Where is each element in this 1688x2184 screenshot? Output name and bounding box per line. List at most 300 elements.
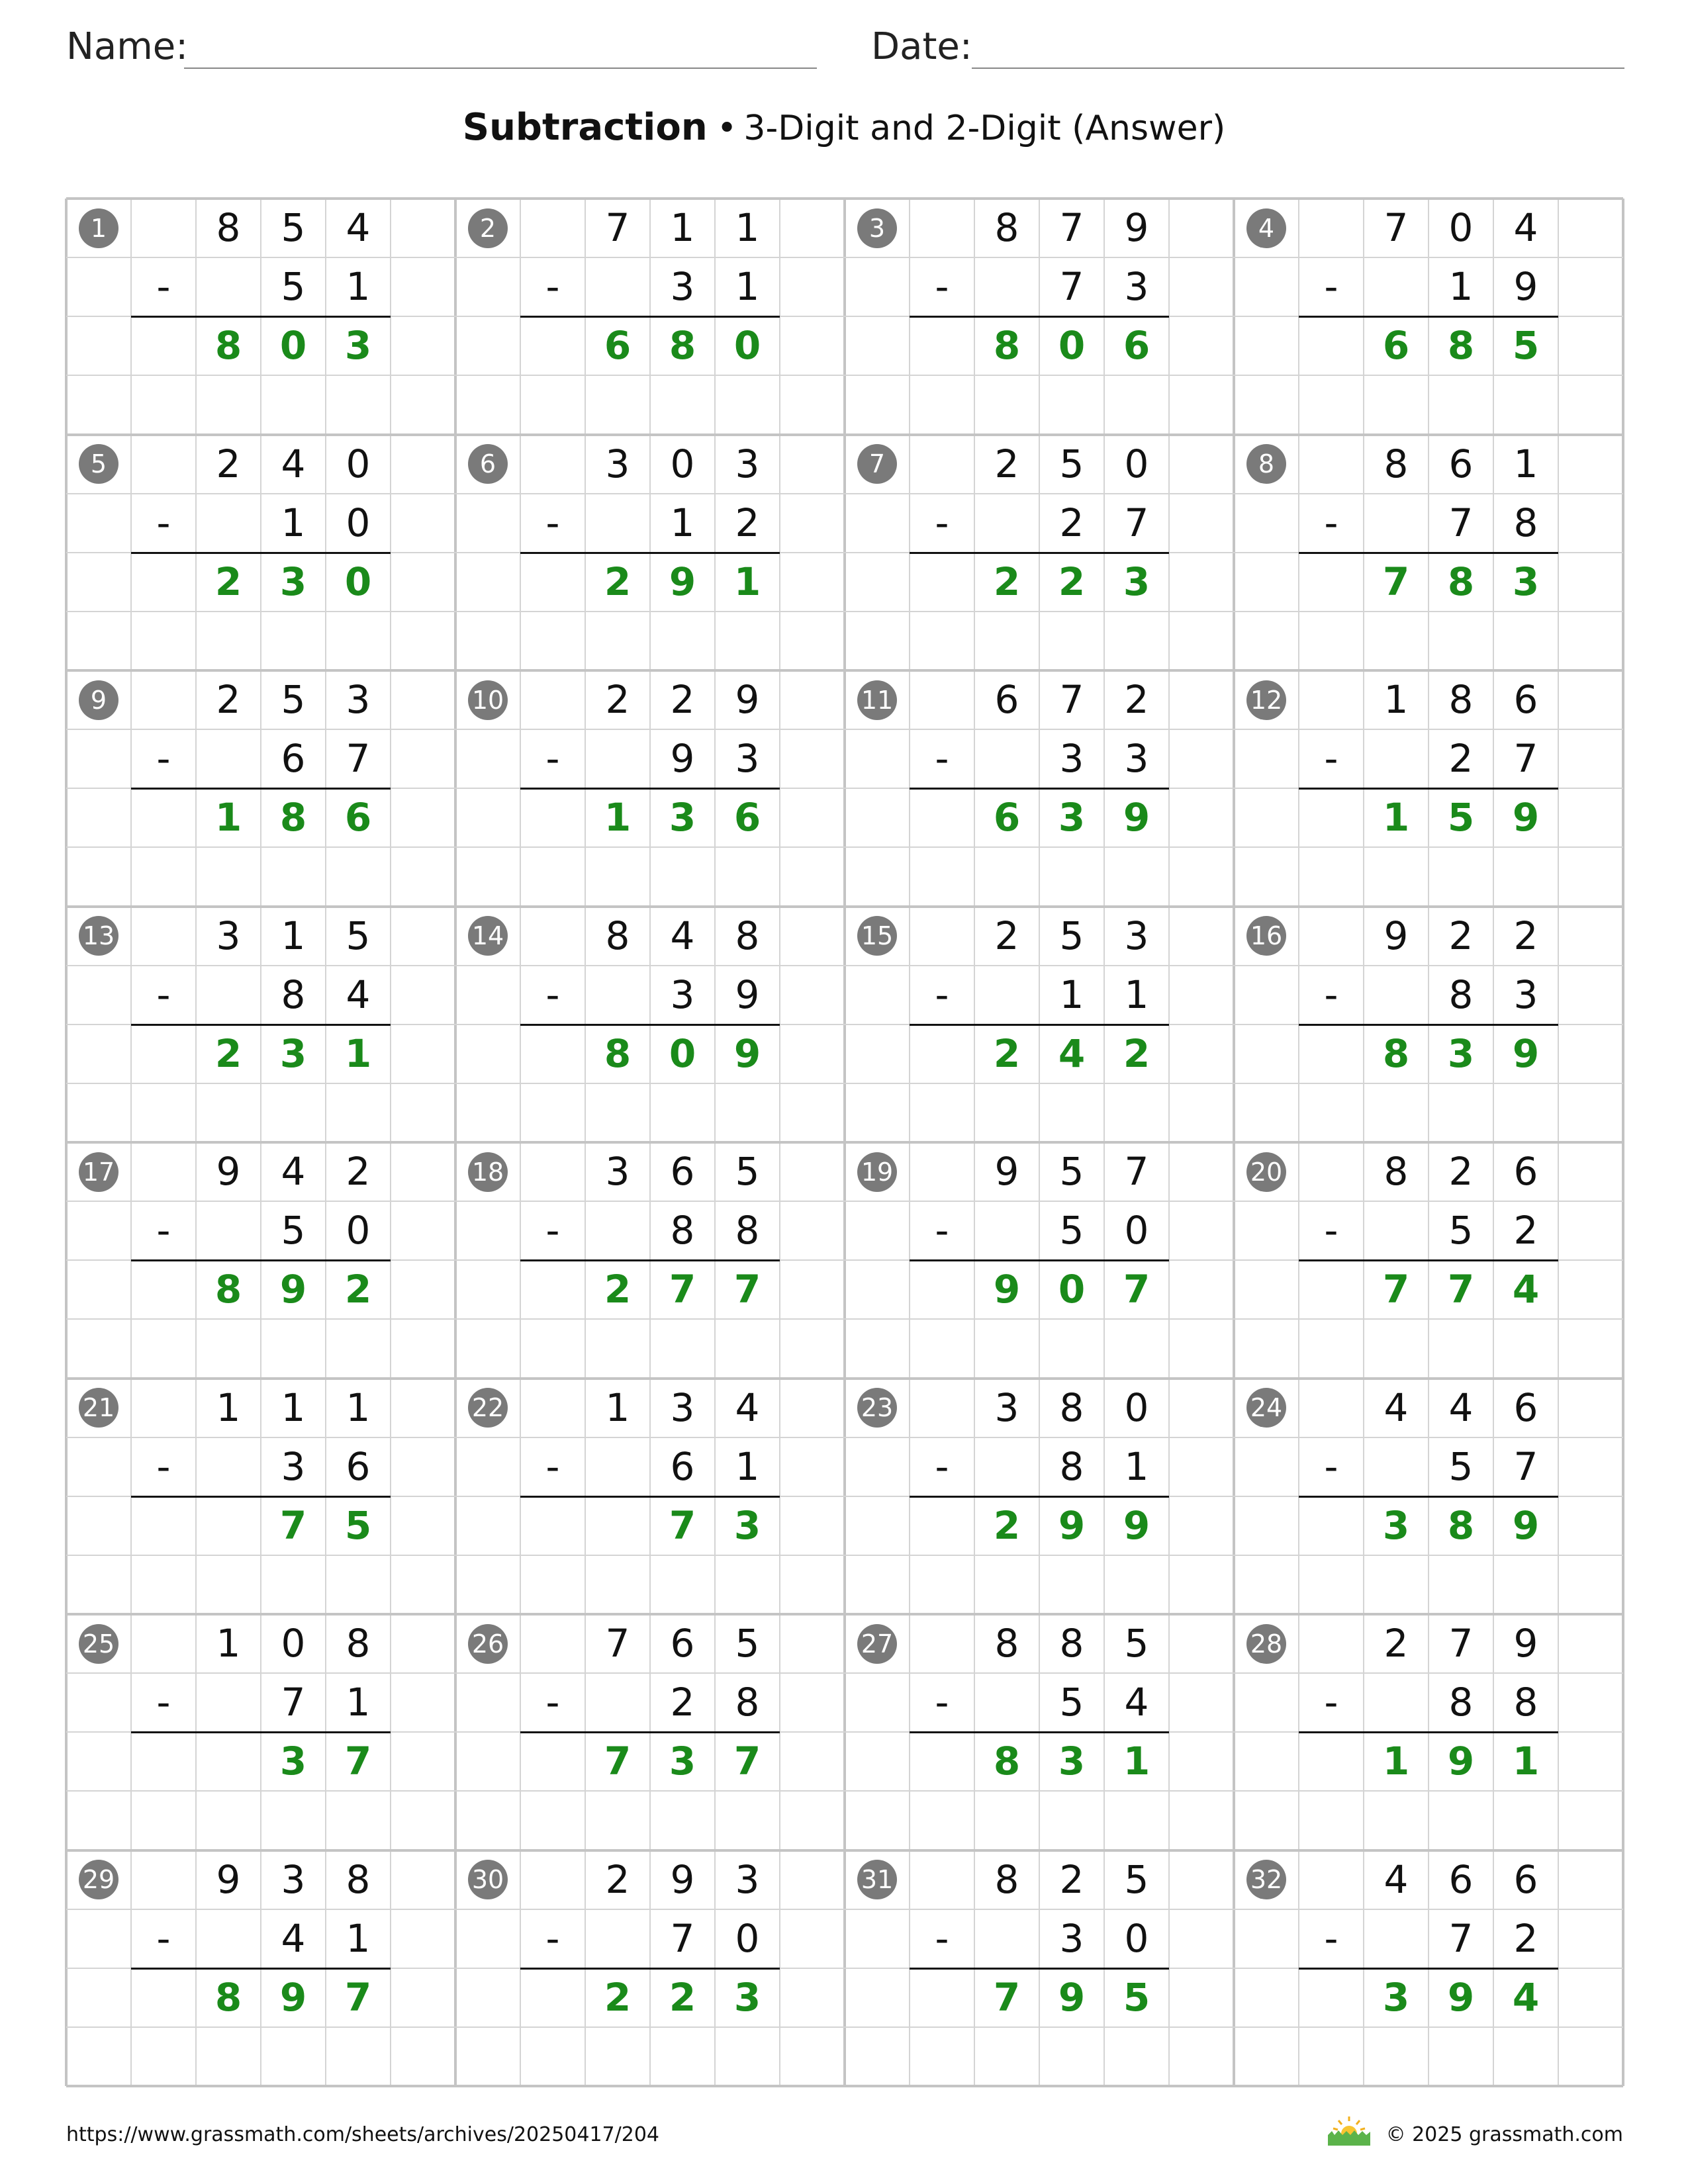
problem-number-badge: 18: [468, 1152, 508, 1192]
minus-sign: -: [156, 1443, 171, 1489]
answer-digit: 9: [1512, 1502, 1540, 1548]
answer-digit: 9: [1123, 1502, 1150, 1548]
problem-number-badge: 10: [468, 680, 508, 720]
answer-digit: 3: [669, 1739, 696, 1784]
minuend-digit: 4: [1383, 1856, 1409, 1902]
minuend-digit: 8: [605, 913, 630, 958]
subtrahend-digit: 7: [1448, 1915, 1474, 1961]
minuend-digit: 4: [1383, 1385, 1409, 1430]
subtrahend-digit: 1: [1448, 264, 1474, 310]
subtrahend-digit: 1: [346, 1680, 371, 1725]
minuend-digit: 5: [1059, 913, 1084, 958]
subtrahend-digit: 8: [1448, 1680, 1474, 1725]
minus-sign: -: [545, 736, 560, 782]
name-label: Name:: [66, 25, 189, 68]
minuend-digit: 2: [670, 677, 695, 722]
problem-block: [455, 1379, 845, 1615]
answer-rule: [520, 1968, 780, 1970]
minuend-digit: 1: [1383, 677, 1409, 722]
subtrahend-digit: 4: [1124, 1680, 1149, 1725]
problem-block: [455, 907, 845, 1143]
answer-rule: [1299, 1024, 1558, 1026]
subtrahend-digit: 7: [281, 1680, 306, 1725]
answer-digit: 0: [669, 1030, 696, 1076]
answer-rule: [520, 1731, 780, 1733]
answer-rule: [520, 1259, 780, 1261]
subtrahend-digit: 5: [1059, 1680, 1084, 1725]
minuend-digit: 8: [994, 1856, 1019, 1902]
answer-digit: 1: [214, 795, 242, 841]
answer-digit: 7: [1382, 1267, 1410, 1312]
problem-number-badge: 7: [857, 444, 897, 484]
problem-block: [845, 1850, 1234, 2087]
problem-number-badge: 17: [79, 1152, 118, 1192]
subtrahend-digit: 0: [346, 500, 371, 545]
minuend-digit: 3: [735, 441, 760, 486]
answer-digit: 9: [993, 1267, 1021, 1312]
answer-digit: 6: [733, 795, 761, 841]
minus-sign: -: [545, 1443, 560, 1489]
minuend-digit: 8: [346, 1621, 371, 1666]
minuend-digit: 6: [1448, 441, 1474, 486]
subtrahend-digit: 2: [670, 1680, 695, 1725]
minuend-digit: 1: [1513, 441, 1538, 486]
answer-rule: [910, 788, 1169, 790]
minuend-digit: 2: [994, 913, 1019, 958]
answer-rule: [1299, 552, 1558, 554]
answer-digit: 8: [1447, 559, 1475, 604]
answer-digit: 2: [993, 559, 1021, 604]
subtrahend-digit: 1: [346, 1915, 371, 1961]
problem-number-badge: 21: [79, 1388, 118, 1428]
subtrahend-digit: 2: [1513, 1208, 1538, 1253]
answer-digit: 2: [993, 1030, 1021, 1076]
subtrahend-digit: 1: [1059, 972, 1084, 1017]
answer-digit: 0: [344, 559, 372, 604]
minuend-digit: 5: [346, 913, 371, 958]
name-line[interactable]: [184, 68, 817, 69]
answer-rule: [1299, 1259, 1558, 1261]
answer-digit: 9: [669, 559, 696, 604]
minus-sign: -: [545, 264, 560, 310]
subtrahend-digit: 5: [1448, 1208, 1474, 1253]
minuend-digit: 9: [994, 1149, 1019, 1194]
answer-digit: 1: [1382, 1739, 1410, 1784]
subtrahend-digit: 5: [281, 1208, 306, 1253]
problem-block: [66, 1379, 455, 1615]
minuend-digit: 4: [735, 1385, 760, 1430]
problem-block: [66, 670, 455, 907]
minuend-digit: 2: [1383, 1621, 1409, 1666]
minuend-digit: 9: [1124, 205, 1149, 250]
problem-number-badge: 26: [468, 1624, 508, 1664]
minuend-digit: 7: [1124, 1149, 1149, 1194]
answer-digit: 3: [733, 1502, 761, 1548]
problem-block: [1234, 1614, 1623, 1850]
answer-digit: 2: [604, 559, 632, 604]
minus-sign: -: [1324, 736, 1338, 782]
answer-digit: 8: [1382, 1030, 1410, 1076]
answer-digit: 6: [1123, 323, 1150, 369]
subtrahend-digit: 1: [1124, 972, 1149, 1017]
subtrahend-digit: 3: [670, 264, 695, 310]
problem-number-badge: 4: [1246, 208, 1286, 248]
subtrahend-digit: 6: [346, 1443, 371, 1489]
problem-block: [845, 199, 1234, 435]
subtrahend-digit: 8: [1059, 1443, 1084, 1489]
answer-digit: 2: [604, 1974, 632, 2020]
problem-block: [66, 1614, 455, 1850]
problem-number-badge: 27: [857, 1624, 897, 1664]
answer-digit: 8: [604, 1030, 632, 1076]
answer-digit: 7: [1123, 1267, 1150, 1312]
date-label: Date:: [871, 25, 972, 68]
subtrahend-digit: 7: [1448, 500, 1474, 545]
minus-sign: -: [935, 736, 949, 782]
answer-rule: [910, 1496, 1169, 1498]
problem-number-badge: 16: [1246, 916, 1286, 956]
problem-block: [845, 1142, 1234, 1379]
problem-block: [455, 199, 845, 435]
answer-digit: 1: [344, 1030, 372, 1076]
minuend-digit: 8: [1059, 1621, 1084, 1666]
minuend-digit: 0: [1124, 441, 1149, 486]
problem-number-badge: 13: [79, 916, 118, 956]
minus-sign: -: [1324, 264, 1338, 310]
subtrahend-digit: 8: [1513, 1680, 1538, 1725]
problem-number-badge: 11: [857, 680, 897, 720]
minuend-digit: 2: [346, 1149, 371, 1194]
answer-rule: [910, 1968, 1169, 1970]
answer-digit: 3: [1382, 1502, 1410, 1548]
problem-block: [455, 1850, 845, 2087]
minuend-digit: 7: [1383, 205, 1409, 250]
problem-number-badge: 1: [79, 208, 118, 248]
problem-block: [1234, 435, 1623, 671]
answer-digit: 9: [1512, 1030, 1540, 1076]
subtrahend-digit: 1: [281, 500, 306, 545]
minuend-digit: 2: [1513, 913, 1538, 958]
subtrahend-digit: 3: [281, 1443, 306, 1489]
minuend-digit: 6: [1513, 1385, 1538, 1430]
minuend-digit: 0: [281, 1621, 306, 1666]
answer-digit: 1: [733, 559, 761, 604]
answer-digit: 3: [733, 1974, 761, 2020]
problem-number-badge: 32: [1246, 1860, 1286, 1899]
answer-rule: [1299, 788, 1558, 790]
minuend-digit: 2: [1448, 1149, 1474, 1194]
subtrahend-digit: 3: [670, 972, 695, 1017]
minus-sign: -: [545, 1208, 560, 1253]
subtrahend-digit: 7: [1513, 1443, 1538, 1489]
answer-digit: 7: [279, 1502, 307, 1548]
minus-sign: -: [156, 972, 171, 1017]
minuend-digit: 8: [1383, 441, 1409, 486]
answer-digit: 8: [993, 1739, 1021, 1784]
date-line[interactable]: [972, 68, 1624, 69]
minuend-digit: 9: [216, 1149, 241, 1194]
subtrahend-digit: 1: [670, 500, 695, 545]
problem-block: [1234, 1379, 1623, 1615]
answer-rule: [910, 316, 1169, 318]
minuend-digit: 0: [1448, 205, 1474, 250]
subtrahend-digit: 8: [281, 972, 306, 1017]
problem-number-badge: 23: [857, 1388, 897, 1428]
minus-sign: -: [545, 1680, 560, 1725]
minus-sign: -: [935, 972, 949, 1017]
answer-digit: 7: [993, 1974, 1021, 2020]
minuend-digit: 4: [281, 441, 306, 486]
answer-digit: 8: [1447, 323, 1475, 369]
minuend-digit: 6: [670, 1621, 695, 1666]
answer-digit: 9: [1447, 1974, 1475, 2020]
problem-number-badge: 9: [79, 680, 118, 720]
answer-digit: 2: [344, 1267, 372, 1312]
minuend-digit: 2: [994, 441, 1019, 486]
problem-block: [455, 1614, 845, 1850]
answer-digit: 4: [1058, 1030, 1086, 1076]
answer-digit: 8: [214, 323, 242, 369]
minus-sign: -: [545, 972, 560, 1017]
subtrahend-digit: 7: [1124, 500, 1149, 545]
minuend-digit: 7: [605, 205, 630, 250]
answer-rule: [910, 1731, 1169, 1733]
minuend-digit: 3: [216, 913, 241, 958]
answer-rule: [520, 316, 780, 318]
problem-block: [66, 907, 455, 1143]
minuend-digit: 6: [670, 1149, 695, 1194]
subtrahend-digit: 4: [281, 1915, 306, 1961]
minuend-digit: 6: [1513, 1149, 1538, 1194]
title-sub: 3-Digit and 2-Digit (Answer): [743, 109, 1226, 148]
subtrahend-digit: 0: [346, 1208, 371, 1253]
problem-block: [66, 1850, 455, 2087]
answer-digit: 8: [214, 1267, 242, 1312]
minuend-digit: 1: [605, 1385, 630, 1430]
minuend-digit: 4: [1513, 205, 1538, 250]
answer-digit: 6: [604, 323, 632, 369]
minus-sign: -: [156, 264, 171, 310]
answer-digit: 3: [1447, 1030, 1475, 1076]
minus-sign: -: [935, 1680, 949, 1725]
answer-rule: [910, 552, 1169, 554]
answer-digit: 4: [1512, 1974, 1540, 2020]
problem-number-badge: 19: [857, 1152, 897, 1192]
minuend-digit: 9: [670, 1856, 695, 1902]
minuend-digit: 5: [281, 677, 306, 722]
answer-digit: 4: [1512, 1267, 1540, 1312]
problem-number-badge: 15: [857, 916, 897, 956]
minus-sign: -: [156, 1915, 171, 1961]
answer-digit: 7: [733, 1739, 761, 1784]
answer-digit: 9: [1058, 1974, 1086, 2020]
minuend-digit: 0: [670, 441, 695, 486]
minus-sign: -: [156, 1680, 171, 1725]
subtrahend-digit: 1: [1124, 1443, 1149, 1489]
answer-digit: 5: [1447, 795, 1475, 841]
subtrahend-digit: 9: [735, 972, 760, 1017]
subtrahend-digit: 0: [735, 1915, 760, 1961]
problem-block: [845, 670, 1234, 907]
minus-sign: -: [1324, 1680, 1338, 1725]
problem-number-badge: 6: [468, 444, 508, 484]
subtrahend-digit: 8: [735, 1208, 760, 1253]
minuend-digit: 9: [216, 1856, 241, 1902]
answer-rule: [131, 552, 391, 554]
answer-digit: 3: [344, 323, 372, 369]
answer-rule: [131, 788, 391, 790]
problem-block: [845, 1614, 1234, 1850]
problem-block: [455, 670, 845, 907]
footer-url[interactable]: https://www.grassmath.com/sheets/archives/20250417/204: [66, 2123, 660, 2146]
minuend-digit: 8: [994, 1621, 1019, 1666]
answer-digit: 9: [1447, 1739, 1475, 1784]
minuend-digit: 7: [1059, 677, 1084, 722]
title-bullet: •: [716, 109, 737, 148]
answer-digit: 9: [279, 1974, 307, 2020]
answer-digit: 3: [279, 559, 307, 604]
minuend-digit: 3: [605, 441, 630, 486]
problem-block: [66, 199, 455, 435]
subtrahend-digit: 1: [735, 1443, 760, 1489]
subtrahend-digit: 2: [1448, 736, 1474, 782]
answer-digit: 9: [279, 1267, 307, 1312]
answer-digit: 1: [604, 795, 632, 841]
subtrahend-digit: 2: [1059, 500, 1084, 545]
minuend-digit: 3: [605, 1149, 630, 1194]
page-title: [0, 106, 1688, 149]
answer-digit: 7: [344, 1974, 372, 2020]
minuend-digit: 8: [1448, 677, 1474, 722]
answer-digit: 5: [1512, 323, 1540, 369]
subtrahend-digit: 1: [346, 264, 371, 310]
minuend-digit: 7: [1448, 1621, 1474, 1666]
minuend-digit: 8: [735, 913, 760, 958]
answer-rule: [1299, 1968, 1558, 1970]
subtrahend-digit: 3: [1124, 736, 1149, 782]
minus-sign: -: [545, 500, 560, 545]
subtrahend-digit: 3: [1513, 972, 1538, 1017]
minus-sign: -: [1324, 1443, 1338, 1489]
subtrahend-digit: 6: [281, 736, 306, 782]
minuend-digit: 5: [1124, 1621, 1149, 1666]
answer-digit: 8: [279, 795, 307, 841]
minuend-digit: 5: [735, 1621, 760, 1666]
minuend-digit: 1: [216, 1621, 241, 1666]
answer-digit: 2: [993, 1502, 1021, 1548]
problem-block: [845, 1379, 1234, 1615]
minuend-digit: 8: [1383, 1149, 1409, 1194]
answer-digit: 0: [279, 323, 307, 369]
problem-number-badge: 25: [79, 1624, 118, 1664]
minus-sign: -: [935, 1208, 949, 1253]
answer-rule: [131, 1259, 391, 1261]
subtrahend-digit: 9: [1513, 264, 1538, 310]
subtrahend-digit: 0: [1124, 1208, 1149, 1253]
answer-rule: [131, 1496, 391, 1498]
answer-digit: 6: [344, 795, 372, 841]
minus-sign: -: [935, 1443, 949, 1489]
subtrahend-digit: 6: [670, 1443, 695, 1489]
answer-digit: 6: [1382, 323, 1410, 369]
minuend-digit: 0: [346, 441, 371, 486]
subtrahend-digit: 2: [735, 500, 760, 545]
answer-rule: [1299, 316, 1558, 318]
problem-number-badge: 30: [468, 1860, 508, 1899]
subtrahend-digit: 5: [1059, 1208, 1084, 1253]
minus-sign: -: [156, 500, 171, 545]
minus-sign: -: [156, 736, 171, 782]
minuend-digit: 3: [994, 1385, 1019, 1430]
answer-digit: 7: [344, 1739, 372, 1784]
minuend-digit: 6: [1448, 1856, 1474, 1902]
problem-block: [845, 907, 1234, 1143]
answer-digit: 8: [1447, 1502, 1475, 1548]
minus-sign: -: [1324, 1208, 1338, 1253]
problem-block: [1234, 1850, 1623, 2087]
minuend-digit: 6: [1513, 677, 1538, 722]
subtrahend-digit: 1: [735, 264, 760, 310]
answer-digit: 9: [733, 1030, 761, 1076]
minuend-digit: 3: [735, 1856, 760, 1902]
answer-digit: 3: [1512, 559, 1540, 604]
problem-number-badge: 2: [468, 208, 508, 248]
minuend-digit: 5: [735, 1149, 760, 1194]
subtrahend-digit: 3: [735, 736, 760, 782]
problem-block: [66, 1142, 455, 1379]
sun-over-grass-icon: [1325, 2115, 1373, 2147]
answer-rule: [131, 1968, 391, 1970]
title-main: Subtraction: [462, 106, 708, 149]
problem-block: [845, 435, 1234, 671]
minus-sign: -: [545, 1915, 560, 1961]
minuend-digit: 4: [670, 913, 695, 958]
problem-number-badge: 8: [1246, 444, 1286, 484]
answer-digit: 9: [1123, 795, 1150, 841]
answer-rule: [131, 1024, 391, 1026]
minus-sign: -: [935, 1915, 949, 1961]
minuend-digit: 5: [1059, 441, 1084, 486]
answer-rule: [910, 1259, 1169, 1261]
answer-rule: [520, 788, 780, 790]
answer-rule: [520, 1496, 780, 1498]
answer-digit: 0: [733, 323, 761, 369]
minuend-digit: 2: [216, 677, 241, 722]
minuend-digit: 2: [1059, 1856, 1084, 1902]
subtrahend-digit: 4: [346, 972, 371, 1017]
minuend-digit: 4: [281, 1149, 306, 1194]
minuend-digit: 1: [735, 205, 760, 250]
answer-rule: [520, 552, 780, 554]
subtrahend-digit: 3: [1059, 1915, 1084, 1961]
minuend-digit: 3: [281, 1856, 306, 1902]
minuend-digit: 4: [346, 205, 371, 250]
minuend-digit: 8: [1059, 1385, 1084, 1430]
answer-digit: 7: [669, 1267, 696, 1312]
minus-sign: -: [156, 1208, 171, 1253]
answer-digit: 2: [1058, 559, 1086, 604]
problem-number-badge: 20: [1246, 1152, 1286, 1192]
subtrahend-digit: 9: [670, 736, 695, 782]
problem-block: [1234, 907, 1623, 1143]
answer-digit: 7: [604, 1739, 632, 1784]
problem-number-badge: 3: [857, 208, 897, 248]
answer-digit: 2: [214, 559, 242, 604]
answer-rule: [1299, 1496, 1558, 1498]
problem-number-badge: 5: [79, 444, 118, 484]
subtrahend-digit: 8: [1513, 500, 1538, 545]
minuend-digit: 9: [1513, 1621, 1538, 1666]
